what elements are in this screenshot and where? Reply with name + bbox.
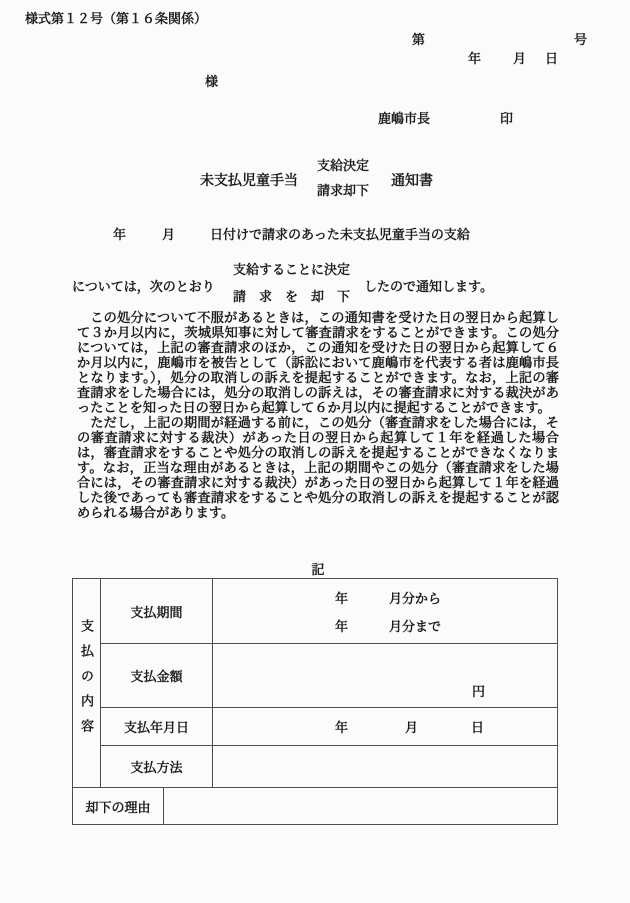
payment-period-field — [213, 579, 558, 644]
payment-period-label: 支払期間 — [101, 579, 213, 644]
payment-period-to — [213, 616, 557, 635]
rejection-reason-label: 却下の理由 — [73, 788, 164, 825]
payment-date-year: 年 — [335, 720, 349, 735]
payment-amount-label: 支払金額 — [101, 644, 213, 708]
payment-table — [72, 578, 558, 825]
payment-period-from-year: 年 — [335, 590, 349, 606]
payment-date-day: 日 — [471, 720, 485, 735]
payment-period-from — [213, 588, 557, 607]
title-option-reject: 請求却下 — [317, 183, 370, 198]
issue-date-month: 月 — [513, 51, 527, 66]
intro-decision-option-stack — [233, 263, 350, 303]
title-doc-type: 通知書 — [391, 174, 433, 189]
title-subject: 未支払児童手当 — [200, 174, 298, 189]
form-number: 様式第１２号（第１６条関係） — [25, 11, 208, 26]
payment-date-field — [213, 708, 558, 746]
payment-date-label: 支払年月日 — [101, 708, 213, 746]
title-option-grant: 支給決定 — [317, 158, 370, 173]
payment-group-cell — [73, 579, 101, 788]
issue-date-year: 年 — [468, 51, 482, 66]
issuer-seal: 印 — [500, 111, 514, 126]
payment-period-from-suffix: 月分から — [389, 590, 442, 606]
appeal-notice-paragraph-2: ただし，上記の期間が経過する前に，この処分（審査請求をした場合には，その審査請求に対する裁決）があった日の翌日から起算して１年を経過した場合は，審査請求をすることや処分の取消しの訴えを提起することができなくなります。なお，正当な理由があるときは，上記の期間やこの処分（審査請求をした場合には，その審査請求に対する裁決）があった日の翌日から起算して１年を経過した後であっても審査請求をすることや処分の取消しの訴えを提起することが認められる場合があります。 — [77, 415, 559, 520]
addressee-honorific: 様 — [205, 74, 219, 89]
payment-amount-field — [213, 644, 558, 708]
payment-method-field — [213, 746, 558, 788]
payment-date-tokens — [213, 717, 557, 736]
payment-group-label: 支払の内容 — [79, 618, 94, 744]
intro-request-text: 日付けで請求のあった未支払児童手当の支給 — [210, 227, 470, 242]
intro-decision-option-reject: 請 求 を 却 下 — [233, 289, 351, 304]
payment-method-label: 支払方法 — [101, 746, 213, 788]
issuer-name: 鹿嶋市長 — [378, 111, 431, 126]
rejection-reason-field — [164, 788, 558, 825]
payment-date-month: 月 — [405, 720, 419, 735]
doc-number-prefix: 第 — [412, 32, 426, 47]
issue-date-day: 日 — [545, 51, 559, 66]
intro-decision-suffix: したので通知します。 — [364, 279, 493, 294]
doc-number-suffix: 号 — [574, 32, 588, 47]
intro-request-month: 月 — [162, 227, 176, 242]
intro-request-year: 年 — [113, 227, 127, 242]
payment-amount-unit: 円 — [472, 684, 486, 699]
title-option-stack — [317, 159, 369, 197]
record-heading: 記 — [311, 562, 325, 577]
intro-decision-option-grant: 支給することに決定 — [233, 262, 351, 277]
appeal-notice — [77, 310, 559, 520]
payment-period-to-year: 年 — [335, 618, 349, 634]
intro-decision-prefix: については，次のとおり — [72, 279, 215, 294]
payment-period-to-suffix: 月分まで — [389, 618, 442, 634]
appeal-notice-paragraph-1: この処分について不服があるときは，この通知書を受けた日の翌日から起算して３か月以内に，茨城県知事に対して審査請求をすることができます。この処分については，上記の審査請求のほか，この通知を受けた日の翌日から起算して６か月以内に，鹿嶋市を被告として（訴訟において鹿嶋市を代表する者は鹿嶋市長となります。），処分の取消しの訴えを提起することができます。なお，上記の審査請求をした場合には，処分の取消しの訴えは，その審査請求に対する裁決があったことを知った日の翌日から起算して６か月以内に提起することができます。 — [77, 310, 559, 415]
